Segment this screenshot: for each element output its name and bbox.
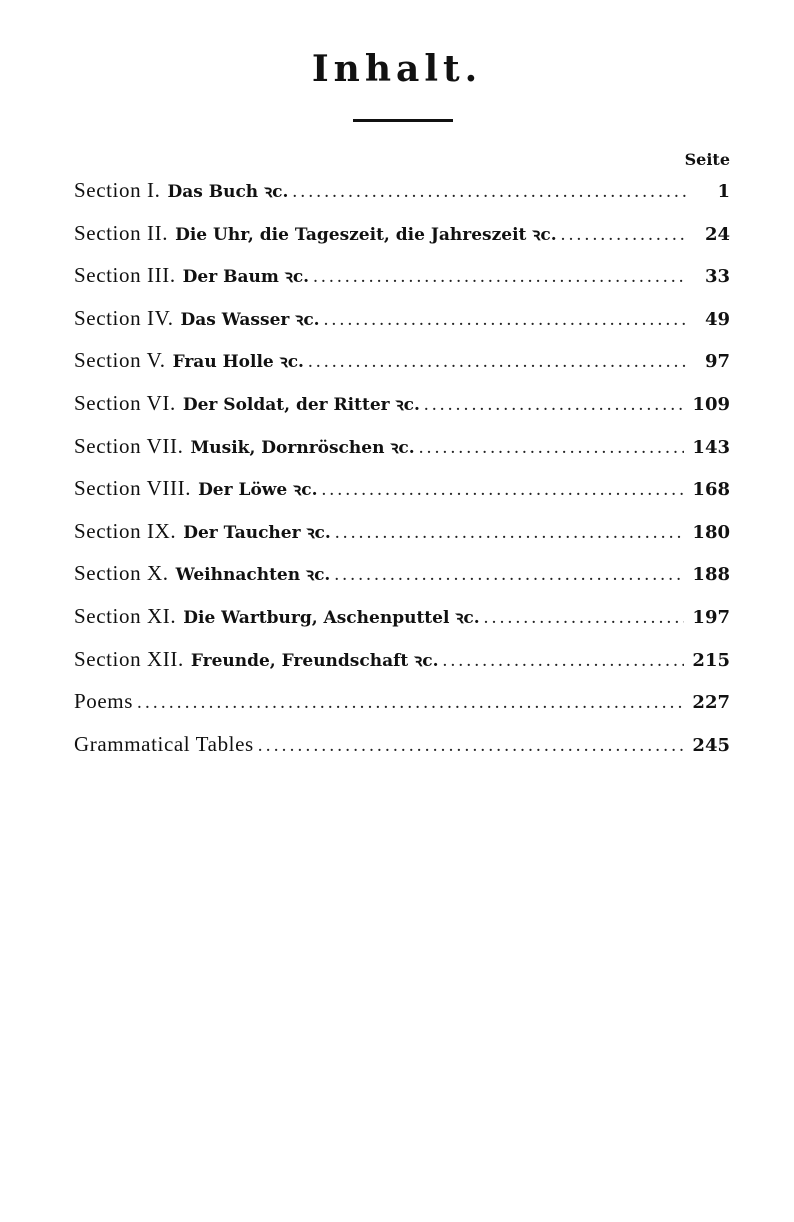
toc-entry-section-12	[74, 647, 730, 690]
entry-label: Section IX.	[74, 518, 177, 543]
dot-leader	[308, 351, 688, 373]
title-divider	[353, 119, 453, 122]
toc-entry-grammatical-tables	[74, 732, 730, 775]
dot-leader	[419, 437, 685, 459]
dot-leader	[313, 266, 688, 288]
dot-leader	[324, 309, 688, 331]
entry-title: Der Löwe ꝛc.	[198, 480, 318, 501]
toc-entry-section-9	[74, 519, 730, 562]
entry-page-number: 227	[692, 692, 730, 714]
entry-label: Section XI.	[74, 603, 177, 628]
toc-entry-section-7	[74, 434, 730, 477]
entry-title: Der Soldat, der Ritter ꝛc.	[182, 394, 420, 415]
entry-page-number: 33	[704, 266, 730, 288]
toc-entry-section-2	[74, 221, 730, 264]
page-column-heading: Seite	[684, 150, 730, 169]
entry-title: Frau Holle ꝛc.	[172, 352, 304, 373]
dot-leader	[484, 607, 685, 629]
entry-title: Das Buch ꝛc.	[167, 182, 289, 202]
entry-page-number: 97	[704, 351, 730, 373]
entry-page-number: 143	[692, 436, 730, 458]
toc-entry-section-3	[74, 263, 730, 306]
entry-label: Section IV.	[74, 305, 174, 330]
entry-title: Die Wartburg, Aschenputtel ꝛc.	[183, 607, 480, 628]
entry-title: Weihnachten ꝛc.	[175, 565, 331, 586]
entry-label: Section I.	[74, 178, 161, 202]
entry-label: Section VI.	[74, 390, 176, 415]
dot-leader	[321, 479, 684, 501]
entry-title: Der Taucher ꝛc.	[183, 522, 331, 543]
toc-entry-section-4	[74, 306, 730, 349]
entry-label: Section II.	[74, 220, 169, 245]
entry-title: Musik, Dornröschen ꝛc.	[190, 437, 415, 458]
entry-page-number: 197	[692, 606, 730, 628]
table-of-contents	[74, 178, 730, 774]
dot-leader	[561, 224, 688, 246]
entry-label: Section XII.	[74, 646, 184, 671]
dot-leader	[334, 564, 684, 586]
dot-leader	[137, 692, 684, 714]
toc-entry-section-5	[74, 348, 730, 391]
dot-leader	[443, 650, 685, 672]
dot-leader	[258, 735, 685, 757]
toc-entry-section-11	[74, 604, 730, 647]
toc-entry-section-10	[74, 561, 730, 604]
dot-leader	[292, 181, 688, 203]
toc-entry-section-1	[74, 178, 730, 221]
entry-page-number: 109	[692, 393, 730, 415]
entry-label: Section III.	[74, 263, 176, 288]
entry-label: Section X.	[74, 561, 169, 586]
entry-label: Section V.	[74, 348, 166, 373]
entry-label: Section VII.	[74, 433, 184, 458]
entry-title: Freunde, Freundschaft ꝛc.	[190, 650, 439, 671]
entry-title: Das Wasser ꝛc.	[180, 309, 320, 330]
entry-page-number: 24	[704, 223, 730, 245]
entry-title: Die Uhr, die Tageszeit, die Jahreszeit ꝛc.	[175, 224, 557, 245]
entry-page-number: 1	[717, 181, 730, 202]
entry-page-number: 188	[692, 564, 730, 586]
entry-label: Poems	[74, 689, 134, 714]
dot-leader	[335, 522, 685, 544]
entry-label: Grammatical Tables	[74, 731, 254, 756]
toc-entry-section-6	[74, 391, 730, 434]
entry-label: Section VIII.	[74, 476, 192, 501]
toc-entry-poems	[74, 689, 730, 732]
entry-page-number: 49	[704, 308, 730, 330]
entry-page-number: 180	[692, 521, 730, 543]
dot-leader	[424, 394, 685, 416]
page-title: Inhalt.	[311, 48, 483, 91]
entry-title: Der Baum ꝛc.	[182, 267, 310, 288]
entry-page-number: 245	[692, 734, 730, 756]
entry-page-number: 168	[692, 479, 730, 501]
toc-entry-section-8	[74, 476, 730, 519]
entry-page-number: 215	[692, 649, 730, 671]
